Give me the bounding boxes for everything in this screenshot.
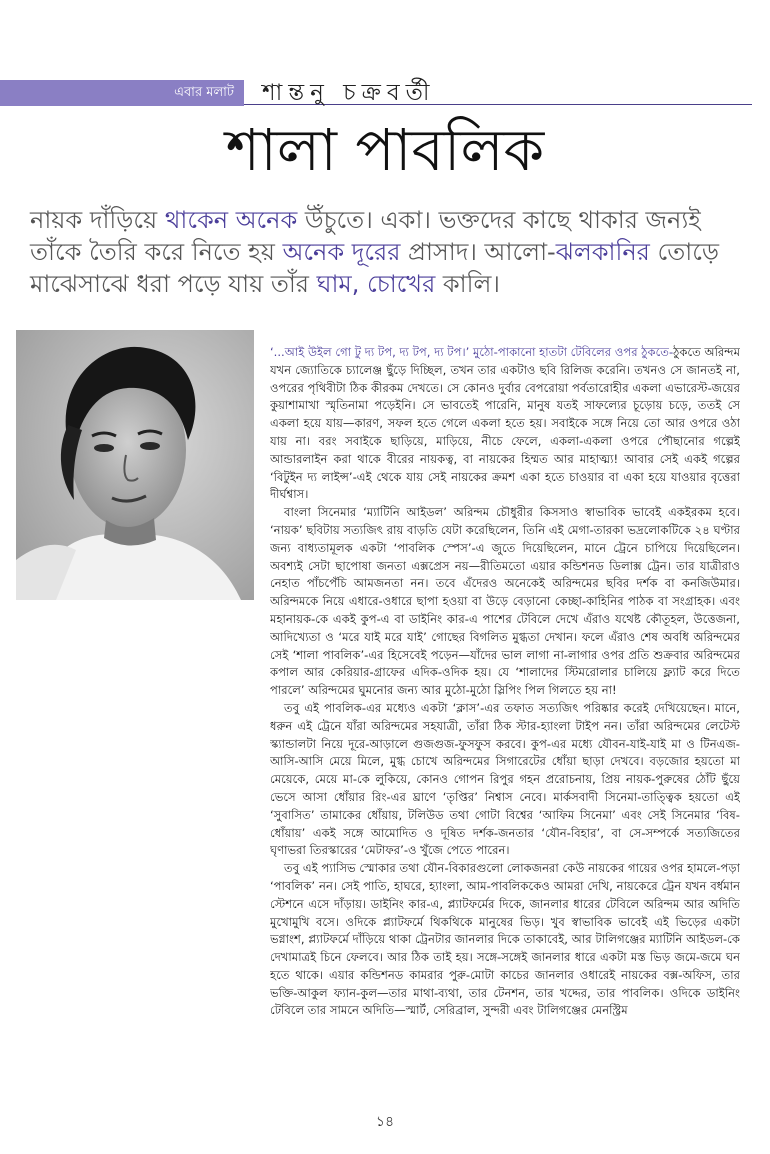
portrait-photo — [16, 330, 254, 600]
lede-text: উঁচুতে। একা। ভক্তদের কাছে থাকার জন্যই তাঁকে তৈরি করে নিতে হয় — [30, 206, 701, 266]
lede-paragraph — [30, 204, 740, 300]
lede-text: প্রাসাদ। আলো- — [400, 238, 556, 266]
lede-highlight: অনেক দূরের — [282, 238, 401, 266]
article-title: শালা পাবলিক — [225, 116, 545, 184]
header-bar — [0, 80, 770, 106]
lede-highlight: ঘাম, চোখের — [316, 270, 436, 298]
lede-highlight: ঝলকানির — [555, 238, 650, 266]
paragraph-text: ঠুকতে অরিন্দম যখন জ্যোতিকে চ্যালেঞ্জ ছুঁড়ে দিচ্ছিল, তখন তার একটাও ছবি রিলিজ করেনি। তখনও সে জানতই না, ওপরের পৃথিবীটা ঠিক কীরকম দেখতে। সে কোনও দুর্বার বেপরোয়া পর্বতারোহীর একলা এভারেস্ট-জয়ের কুয়াশামাখা স্মৃতিনামা পড়েইনি। সে ভাবতেই পারেনি, মানুষ যতই সাফল্যের চূড়োয় চড়ে, ততই সে একলা হয়ে যায়—কারণ, সফল হতে গেলে একলা হতে হয়। সবাইকে সঙ্গে নিয়ে তো আর ওপরে ওঠা যায় না। বরং সবাইকে ছাড়িয়ে, মাড়িয়ে, নীচে ফেলে, একলা-একলা ওপরে পৌছানোর গল্পেই আন্ডারলাইন করা থাকে বীরের নায়কত্ব, বা নায়কের হিম্মত আর মাহাত্ম্য! আবার সেই একই গল্পের ‘বিটুইন দ্য লাইন্স’-এই থেকে যায় সেই নায়কের ক্রমশ একা হতে চাওয়ার বা একা হয়ে যাওয়ার বৃত্তেরা দীর্ঘশ্বাস। — [270, 345, 740, 502]
portrait-illustration-icon — [16, 330, 254, 600]
page-number: ১৪ — [375, 1114, 395, 1130]
article-body — [270, 344, 740, 1074]
lede-text: নায়ক দাঁড়িয়ে — [30, 206, 165, 234]
section-label: এবার মলাট — [0, 80, 244, 106]
opening-quote: ‘...আই উইল গো টু দ্য টপ, দ্য টপ, দ্য টপ।’ মুঠো-পাকানো হাতটা টেবিলের ওপর ঠুকতে- — [270, 345, 674, 359]
body-paragraph — [270, 344, 740, 504]
lede-highlight: থাকেন অনেক — [164, 206, 298, 234]
body-paragraph: বাংলা সিনেমার ‘ম্যাটিনি আইডল’ অরিন্দম চৌধুরীর কিসসাও স্বাভাবিক ভাবেই একইরকম হবে। ‘নায়ক’ ছবিটায় সত্যজিৎ রায় বাড়তি যেটা করেছিলেন, তিনি এই মেগা-তারকা ভদ্রলোকটিকে ২৪ ঘণ্টার জন্য বাধ্যতামূলক একটা ‘পাবলিক স্পেস’-এ জুতে দিয়েছিলেন, মানে ট্রেনে চাপিয়ে দিয়েছিলেন। অবশ্যই সেটা ছাপোষা জনতা এক্সপ্রেস নয়—রীতিমতো এয়ার কন্ডিশনড ডিলাক্স ট্রেন। তার যাত্রীরাও নেহাত পাঁচপেঁচি আমজনতা নন। তবে এঁদেরও অনেকেই অরিন্দমের ছবির দর্শক বা কনজিউমার। অরিন্দমকে নিয়ে এধারে-ওধারে ছাপা হওয়া বা উড়ে বেড়ানো কেচ্ছা-কাহিনির পাঠক বা সংগ্রাহক। এবং মহানায়ক-কে একই কুপ-এ বা ডাইনিং কার-এ পাশের টেবিলে দেখে এঁরাও যথেষ্ট কৌতূহল, উত্তেজনা, আদিখ্যেতা ও ‘মরে যাই মরে যাই’ গোছের বিগলিত মুগ্ধতা দেখান। ফলে এঁরাও শেষ অবধি অরিন্দমের সেই ‘শালা পাবলিক’-এর হিসেবেই পড়েন—যাঁদের ভাল লাগা না-লাগার ওপর প্রতি শুক্রবার অরিন্দমের কপাল আর কেরিয়ার-গ্রাফের এদিক-ওদিক হয়। যে ‘শালাদের স্টিমরোলার চালিয়ে ফ্ল্যাট করে দিতে পারলে’ অরিন্দমের ঘুমনোর জন্য আর মুঠো-মুঠো স্লিপিং পিল গিলতে হয় না! — [270, 505, 740, 698]
body-paragraph: তবু এই পাবলিক-এর মধ্যেও একটা ‘ক্লাস’-এর তফাত সত্যজিৎ পরিষ্কার করেই দেখিয়েছেন। মানে, ধরুন এই ট্রেনে যাঁরা অরিন্দমের সহযাত্রী, তাঁরা ঠিক স্টার-হ্যাংলা টাইপ নন। তাঁরা অরিন্দমের লেটেস্ট স্ক্যান্ডালটা নিয়ে দূরে-আড়ালে গুজগুজ-ফুসফুস করবে। কুপ-এর মধ্যে যৌবন-যাই-যাই মা ও টিনএজ-আসি-আসি মেয়ে মিলে, মুগ্ধ চোখে অরিন্দমের সিগারেটের ধোঁয়া ছাড়া দেখবে। বড়জোর হয়তো মা মেয়েকে, মেয়ে মা-কে লুকিয়ে, কোনও গোপন রিপুর গহন প্ররোচনায়, প্রিয় নায়ক-পুরুষের ঠোঁট ছুঁয়ে ভেসে আসা ধোঁয়ার রিং-এর ঘ্রাণে ‘তৃপ্তির’ নিশ্বাস নেবে। মার্কসবাদী সিনেমা-তাত্ত্বিক হয়তো এই ‘সুবাসিত’ তামাকের ধোঁয়ায়, টলিউড তথা গোটা বিশ্বের ‘আফিম সিনেমা’ এবং সেই সিনেমার ‘বিষ-ধোঁয়ায়’ একই সঙ্গে আমোদিত ও দূষিত দর্শক-জনতার ‘যৌন-বিহার’, বা সে-সম্পর্কে সত্যজিতের ঘৃণাভরা তিরস্কারের ‘মেটাফর’-ও খুঁজে পেতে পারেন। — [270, 700, 740, 858]
lede-text: কালি। — [435, 270, 500, 298]
body-paragraph: তবু এই প্যাসিভ স্মোকার তথা যৌন-বিকারগুলো লোকজনরা কেউ নায়কের গায়ের ওপর হামলে-পড়া ‘পাবলিক’ নন। সেই পাতি, হাঘরে, হ্যাংলা, আম-পাবলিককেও আমরা দেখি, নায়কেরে ট্রেন যখন বর্ধমান স্টেশনে এসে দাঁড়ায়। ডাইনিং কার-এ, প্ল্যাটফর্মের দিকে, জানলার ধারের টেবিলে অরিন্দম আর অদিতি মুখোমুখি বসে। ওদিকে প্ল্যাটফর্মে থিকথিকে মানুষের ভিড়। খুব স্বাভাবিক ভাবেই এই ভিড়ের একটা ভগ্নাংশ, প্ল্যাটফর্মে দাঁড়িয়ে থাকা ট্রেনটার জানলার দিকে তাকাবেই, আর টালিগঞ্জের ম্যাটিনি আইডল-কে দেখামাত্রই চিনে ফেলবে। আর ঠিক তাই হয়। সঙ্গে-সঙ্গেই জানলার ধারে একটা মস্ত ভিড় জমে-জমে ঘন হতে থাকে। এয়ার কন্ডিশনড কামরার পুরু-মোটা কাচের জানলার ওধারেই নায়কের বক্স-অফিস, তার ভক্তি-আকুল ফ্যান-কুল—তার মাথা-ব্যথা, তার টেনশন, তার খদ্দের, তার পাবলিক। ওদিকে ডাইনিং টেবিলে তার সামনে অদিতি—স্মার্ট, সেরিব্রাল, সুন্দরী এবং টালিগঞ্জের মেনস্ট্রিম — [270, 861, 740, 1018]
lede-text: তোড়ে মাঝেসাঝে ধরা পড়ে যায় তাঁর — [30, 238, 720, 298]
author-name: শান্তনু চক্রবর্তী — [262, 80, 436, 106]
